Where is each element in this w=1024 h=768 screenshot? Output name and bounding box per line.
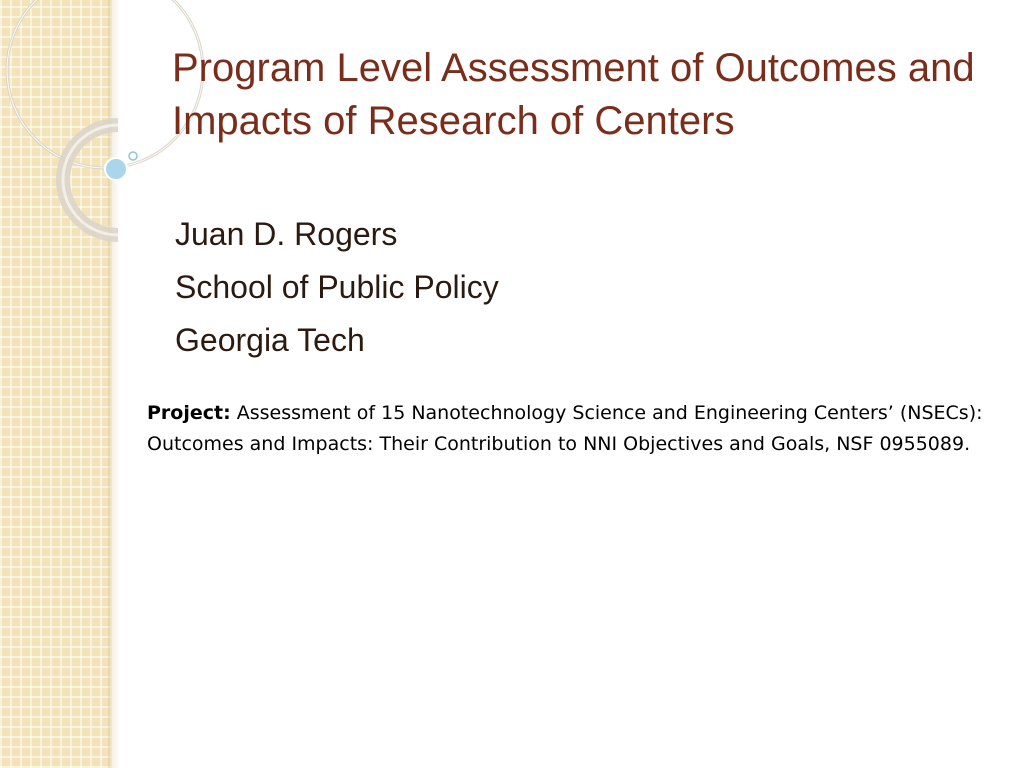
small-ring-icon bbox=[129, 152, 137, 160]
author-block bbox=[175, 208, 875, 367]
author-institution: Georgia Tech bbox=[175, 322, 365, 358]
slide-title: Program Level Assessment of Outcomes and Impacts of Research of Centers bbox=[172, 46, 975, 143]
project-label: Project: bbox=[147, 402, 231, 424]
blue-bead-icon bbox=[105, 158, 127, 180]
project-text: Assessment of 15 Nanotechnology Science and Engineering Centers’ (NSECs): Outcomes and Impacts: Their Contribution to NNI Objectives and Goals, NSF 0955089. bbox=[147, 402, 983, 455]
medium-arc bbox=[63, 125, 118, 235]
project-description bbox=[147, 398, 997, 460]
author-department: School of Public Policy bbox=[175, 269, 499, 305]
author-name: Juan D. Rogers bbox=[175, 216, 398, 252]
